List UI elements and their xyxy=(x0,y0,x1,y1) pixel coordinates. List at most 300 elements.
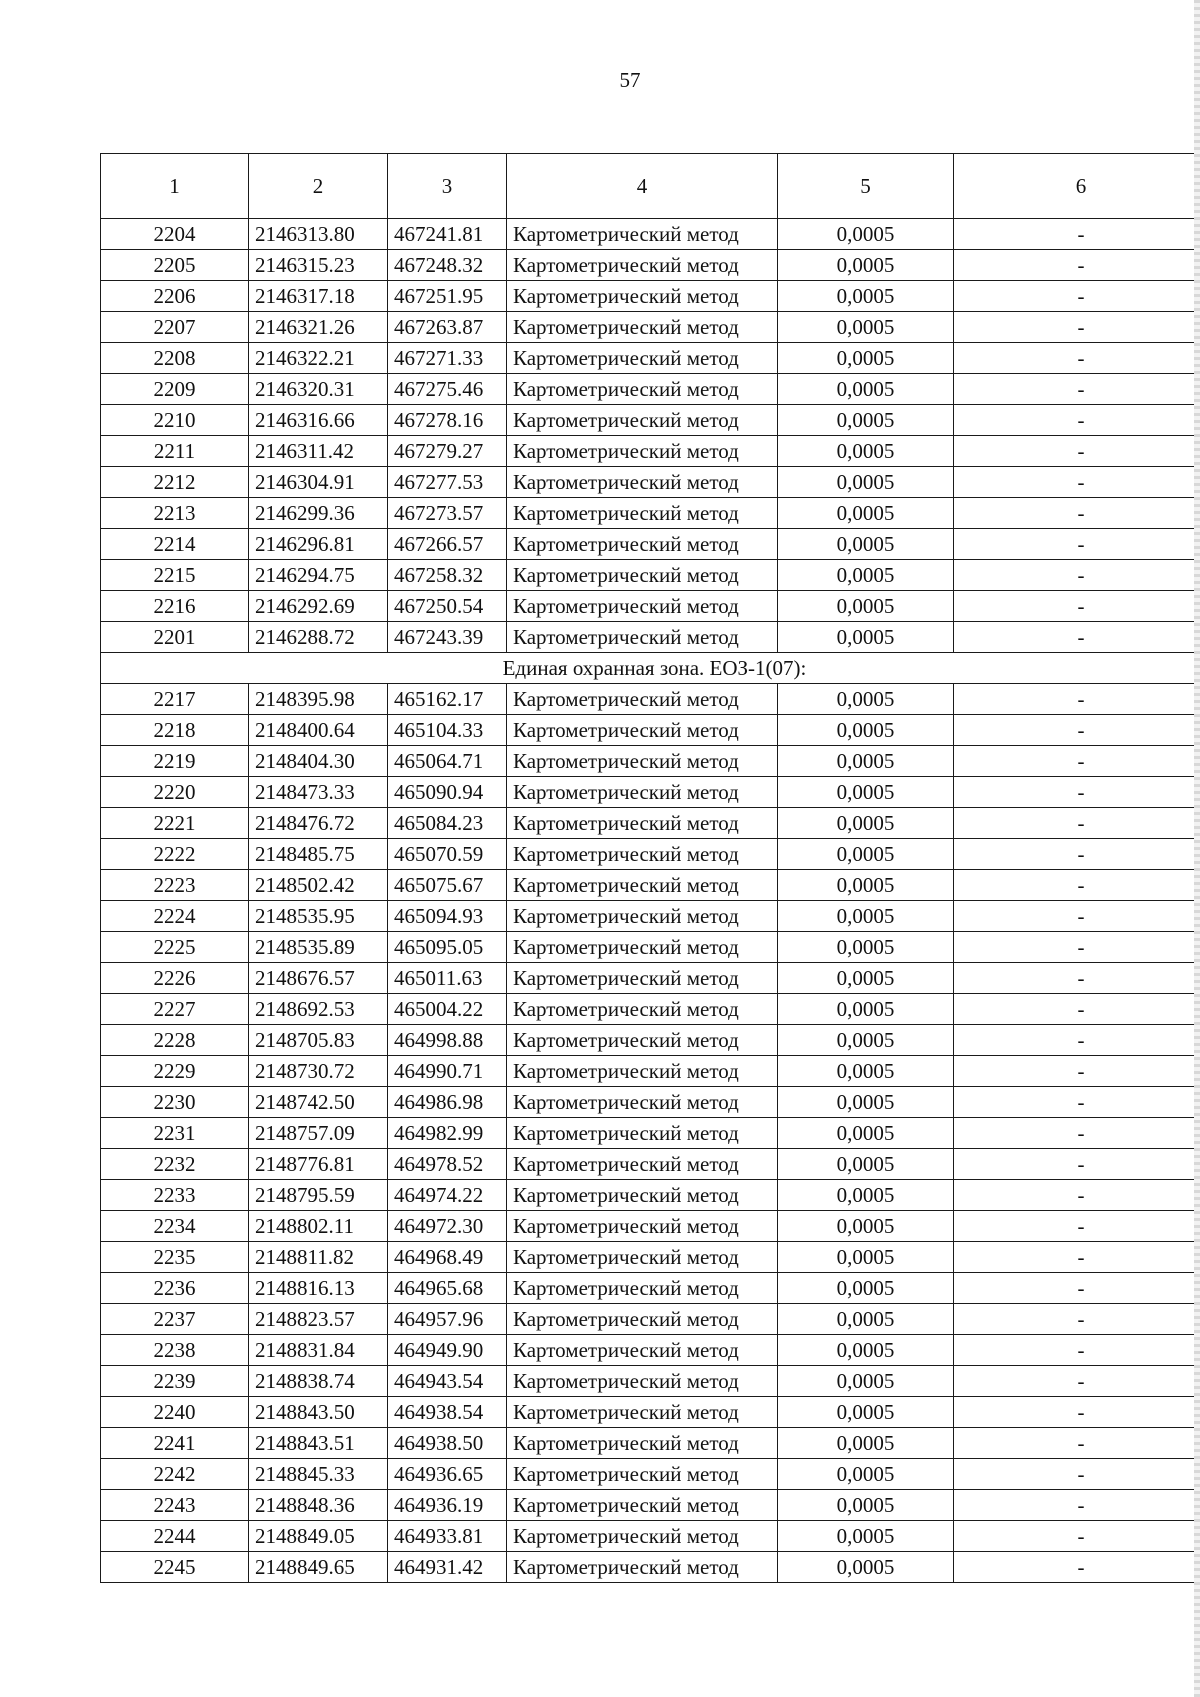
point-number-cell: 2217 xyxy=(101,684,249,715)
coord-x-cell: 2146304.91 xyxy=(249,467,388,498)
method-cell: Картометрический метод xyxy=(507,1304,778,1335)
point-number-cell: 2233 xyxy=(101,1180,249,1211)
accuracy-cell: 0,0005 xyxy=(778,994,954,1025)
accuracy-cell: 0,0005 xyxy=(778,901,954,932)
note-cell: - xyxy=(954,1180,1200,1211)
section-body xyxy=(101,653,1200,684)
note-cell: - xyxy=(954,529,1200,560)
point-number-cell: 2245 xyxy=(101,1552,249,1583)
coord-y-cell: 464938.50 xyxy=(388,1428,507,1459)
coord-x-cell: 2146311.42 xyxy=(249,436,388,467)
coord-x-cell: 2146317.18 xyxy=(249,281,388,312)
method-cell: Картометрический метод xyxy=(507,591,778,622)
accuracy-cell: 0,0005 xyxy=(778,498,954,529)
table-row xyxy=(101,1304,1200,1335)
point-number-cell: 2231 xyxy=(101,1118,249,1149)
note-cell: - xyxy=(954,467,1200,498)
table-body-after xyxy=(101,684,1200,1583)
coord-y-cell: 465011.63 xyxy=(388,963,507,994)
header-col-3: 3 xyxy=(388,154,507,219)
accuracy-cell: 0,0005 xyxy=(778,1149,954,1180)
table-row xyxy=(101,1490,1200,1521)
table-row xyxy=(101,1087,1200,1118)
note-cell: - xyxy=(954,839,1200,870)
note-cell: - xyxy=(954,1273,1200,1304)
note-cell: - xyxy=(954,1304,1200,1335)
point-number-cell: 2207 xyxy=(101,312,249,343)
note-cell: - xyxy=(954,405,1200,436)
coord-x-cell: 2148816.13 xyxy=(249,1273,388,1304)
method-cell: Картометрический метод xyxy=(507,529,778,560)
point-number-cell: 2244 xyxy=(101,1521,249,1552)
note-cell: - xyxy=(954,1025,1200,1056)
point-number-cell: 2213 xyxy=(101,498,249,529)
note-cell: - xyxy=(954,1521,1200,1552)
coord-y-cell: 464990.71 xyxy=(388,1056,507,1087)
method-cell: Картометрический метод xyxy=(507,312,778,343)
header-col-1: 1 xyxy=(101,154,249,219)
method-cell: Картометрический метод xyxy=(507,1366,778,1397)
method-cell: Картометрический метод xyxy=(507,715,778,746)
point-number-cell: 2219 xyxy=(101,746,249,777)
method-cell: Картометрический метод xyxy=(507,1552,778,1583)
accuracy-cell: 0,0005 xyxy=(778,467,954,498)
coord-x-cell: 2148843.50 xyxy=(249,1397,388,1428)
coord-x-cell: 2148742.50 xyxy=(249,1087,388,1118)
coord-x-cell: 2148404.30 xyxy=(249,746,388,777)
coord-y-cell: 464938.54 xyxy=(388,1397,507,1428)
coord-x-cell: 2146296.81 xyxy=(249,529,388,560)
coord-y-cell: 467241.81 xyxy=(388,219,507,250)
note-cell: - xyxy=(954,870,1200,901)
coord-x-cell: 2148776.81 xyxy=(249,1149,388,1180)
note-cell: - xyxy=(954,219,1200,250)
table-row xyxy=(101,1025,1200,1056)
accuracy-cell: 0,0005 xyxy=(778,529,954,560)
accuracy-cell: 0,0005 xyxy=(778,777,954,808)
coord-x-cell: 2148400.64 xyxy=(249,715,388,746)
table-row xyxy=(101,684,1200,715)
accuracy-cell: 0,0005 xyxy=(778,1087,954,1118)
table-row xyxy=(101,777,1200,808)
point-number-cell: 2216 xyxy=(101,591,249,622)
method-cell: Картометрический метод xyxy=(507,839,778,870)
coord-x-cell: 2148535.95 xyxy=(249,901,388,932)
note-cell: - xyxy=(954,436,1200,467)
point-number-cell: 2237 xyxy=(101,1304,249,1335)
coord-y-cell: 467277.53 xyxy=(388,467,507,498)
coord-x-cell: 2148848.36 xyxy=(249,1490,388,1521)
coord-y-cell: 467258.32 xyxy=(388,560,507,591)
method-cell: Картометрический метод xyxy=(507,1459,778,1490)
table-row xyxy=(101,1335,1200,1366)
method-cell: Картометрический метод xyxy=(507,250,778,281)
method-cell: Картометрический метод xyxy=(507,622,778,653)
point-number-cell: 2243 xyxy=(101,1490,249,1521)
table-row xyxy=(101,1149,1200,1180)
accuracy-cell: 0,0005 xyxy=(778,746,954,777)
point-number-cell: 2236 xyxy=(101,1273,249,1304)
point-number-cell: 2209 xyxy=(101,374,249,405)
table-row xyxy=(101,591,1200,622)
method-cell: Картометрический метод xyxy=(507,498,778,529)
method-cell: Картометрический метод xyxy=(507,1149,778,1180)
coord-y-cell: 467243.39 xyxy=(388,622,507,653)
method-cell: Картометрический метод xyxy=(507,870,778,901)
point-number-cell: 2215 xyxy=(101,560,249,591)
accuracy-cell: 0,0005 xyxy=(778,1304,954,1335)
table-row xyxy=(101,498,1200,529)
note-cell: - xyxy=(954,374,1200,405)
accuracy-cell: 0,0005 xyxy=(778,1242,954,1273)
table-row xyxy=(101,467,1200,498)
table-row xyxy=(101,1056,1200,1087)
accuracy-cell: 0,0005 xyxy=(778,1211,954,1242)
table-row xyxy=(101,1552,1200,1583)
method-cell: Картометрический метод xyxy=(507,1087,778,1118)
method-cell: Картометрический метод xyxy=(507,963,778,994)
point-number-cell: 2232 xyxy=(101,1149,249,1180)
point-number-cell: 2235 xyxy=(101,1242,249,1273)
coord-x-cell: 2148843.51 xyxy=(249,1428,388,1459)
coord-y-cell: 465064.71 xyxy=(388,746,507,777)
table-row xyxy=(101,715,1200,746)
accuracy-cell: 0,0005 xyxy=(778,622,954,653)
method-cell: Картометрический метод xyxy=(507,1118,778,1149)
point-number-cell: 2226 xyxy=(101,963,249,994)
method-cell: Картометрический метод xyxy=(507,343,778,374)
coord-y-cell: 465070.59 xyxy=(388,839,507,870)
note-cell: - xyxy=(954,715,1200,746)
point-number-cell: 2218 xyxy=(101,715,249,746)
coord-x-cell: 2146313.80 xyxy=(249,219,388,250)
accuracy-cell: 0,0005 xyxy=(778,839,954,870)
coord-y-cell: 464943.54 xyxy=(388,1366,507,1397)
coord-y-cell: 464949.90 xyxy=(388,1335,507,1366)
coord-x-cell: 2146288.72 xyxy=(249,622,388,653)
point-number-cell: 2212 xyxy=(101,467,249,498)
table-row xyxy=(101,1242,1200,1273)
point-number-cell: 2242 xyxy=(101,1459,249,1490)
coord-y-cell: 467279.27 xyxy=(388,436,507,467)
table-row xyxy=(101,932,1200,963)
point-number-cell: 2220 xyxy=(101,777,249,808)
coord-y-cell: 464957.96 xyxy=(388,1304,507,1335)
coord-y-cell: 467251.95 xyxy=(388,281,507,312)
accuracy-cell: 0,0005 xyxy=(778,808,954,839)
coord-x-cell: 2148473.33 xyxy=(249,777,388,808)
accuracy-cell: 0,0005 xyxy=(778,281,954,312)
coord-x-cell: 2146294.75 xyxy=(249,560,388,591)
table-row xyxy=(101,312,1200,343)
point-number-cell: 2224 xyxy=(101,901,249,932)
note-cell: - xyxy=(954,1397,1200,1428)
table-row xyxy=(101,1366,1200,1397)
coord-x-cell: 2148705.83 xyxy=(249,1025,388,1056)
coord-y-cell: 464933.81 xyxy=(388,1521,507,1552)
accuracy-cell: 0,0005 xyxy=(778,1056,954,1087)
note-cell: - xyxy=(954,808,1200,839)
header-col-6: 6 xyxy=(954,154,1200,219)
method-cell: Картометрический метод xyxy=(507,684,778,715)
coord-y-cell: 465104.33 xyxy=(388,715,507,746)
table-row xyxy=(101,839,1200,870)
note-cell: - xyxy=(954,591,1200,622)
accuracy-cell: 0,0005 xyxy=(778,374,954,405)
accuracy-cell: 0,0005 xyxy=(778,1180,954,1211)
accuracy-cell: 0,0005 xyxy=(778,932,954,963)
note-cell: - xyxy=(954,1211,1200,1242)
point-number-cell: 2214 xyxy=(101,529,249,560)
table-row xyxy=(101,1118,1200,1149)
method-cell: Картометрический метод xyxy=(507,994,778,1025)
table-row xyxy=(101,1428,1200,1459)
note-cell: - xyxy=(954,1552,1200,1583)
note-cell: - xyxy=(954,963,1200,994)
coord-y-cell: 467278.16 xyxy=(388,405,507,436)
coord-x-cell: 2148802.11 xyxy=(249,1211,388,1242)
note-cell: - xyxy=(954,1056,1200,1087)
point-number-cell: 2230 xyxy=(101,1087,249,1118)
method-cell: Картометрический метод xyxy=(507,1025,778,1056)
method-cell: Картометрический метод xyxy=(507,1428,778,1459)
accuracy-cell: 0,0005 xyxy=(778,1459,954,1490)
table-row xyxy=(101,250,1200,281)
coord-x-cell: 2148730.72 xyxy=(249,1056,388,1087)
header-row xyxy=(101,154,1200,219)
accuracy-cell: 0,0005 xyxy=(778,312,954,343)
note-cell: - xyxy=(954,1366,1200,1397)
coord-x-cell: 2148395.98 xyxy=(249,684,388,715)
point-number-cell: 2240 xyxy=(101,1397,249,1428)
coord-y-cell: 464936.19 xyxy=(388,1490,507,1521)
header-col-4: 4 xyxy=(507,154,778,219)
coord-y-cell: 465084.23 xyxy=(388,808,507,839)
coord-y-cell: 467250.54 xyxy=(388,591,507,622)
accuracy-cell: 0,0005 xyxy=(778,1025,954,1056)
table-row xyxy=(101,1521,1200,1552)
accuracy-cell: 0,0005 xyxy=(778,591,954,622)
table-row xyxy=(101,343,1200,374)
coord-x-cell: 2148795.59 xyxy=(249,1180,388,1211)
coord-y-cell: 467263.87 xyxy=(388,312,507,343)
note-cell: - xyxy=(954,622,1200,653)
coord-y-cell: 464974.22 xyxy=(388,1180,507,1211)
note-cell: - xyxy=(954,1459,1200,1490)
accuracy-cell: 0,0005 xyxy=(778,1335,954,1366)
table-row xyxy=(101,529,1200,560)
note-cell: - xyxy=(954,250,1200,281)
coord-x-cell: 2148485.75 xyxy=(249,839,388,870)
note-cell: - xyxy=(954,281,1200,312)
method-cell: Картометрический метод xyxy=(507,281,778,312)
coord-y-cell: 464968.49 xyxy=(388,1242,507,1273)
table-row xyxy=(101,1459,1200,1490)
note-cell: - xyxy=(954,343,1200,374)
coord-y-cell: 467273.57 xyxy=(388,498,507,529)
coord-x-cell: 2148757.09 xyxy=(249,1118,388,1149)
coord-x-cell: 2148535.89 xyxy=(249,932,388,963)
table-row xyxy=(101,901,1200,932)
point-number-cell: 2234 xyxy=(101,1211,249,1242)
method-cell: Картометрический метод xyxy=(507,1273,778,1304)
table-row xyxy=(101,622,1200,653)
method-cell: Картометрический метод xyxy=(507,1490,778,1521)
table-body-before xyxy=(101,219,1200,653)
coord-y-cell: 465095.05 xyxy=(388,932,507,963)
coord-x-cell: 2148676.57 xyxy=(249,963,388,994)
note-cell: - xyxy=(954,994,1200,1025)
method-cell: Картометрический метод xyxy=(507,1397,778,1428)
coord-x-cell: 2148476.72 xyxy=(249,808,388,839)
table-row xyxy=(101,808,1200,839)
coord-x-cell: 2148811.82 xyxy=(249,1242,388,1273)
note-cell: - xyxy=(954,1087,1200,1118)
coord-y-cell: 465004.22 xyxy=(388,994,507,1025)
method-cell: Картометрический метод xyxy=(507,746,778,777)
method-cell: Картометрический метод xyxy=(507,560,778,591)
note-cell: - xyxy=(954,1490,1200,1521)
section-title: Единая охранная зона. ЕОЗ-1(07): xyxy=(101,653,1200,684)
coord-x-cell: 2146316.66 xyxy=(249,405,388,436)
point-number-cell: 2205 xyxy=(101,250,249,281)
method-cell: Картометрический метод xyxy=(507,901,778,932)
coord-x-cell: 2148838.74 xyxy=(249,1366,388,1397)
table-row xyxy=(101,994,1200,1025)
note-cell: - xyxy=(954,746,1200,777)
method-cell: Картометрический метод xyxy=(507,808,778,839)
coordinates-table xyxy=(100,153,1200,1583)
note-cell: - xyxy=(954,498,1200,529)
coord-y-cell: 467266.57 xyxy=(388,529,507,560)
method-cell: Картометрический метод xyxy=(507,777,778,808)
coord-x-cell: 2146292.69 xyxy=(249,591,388,622)
accuracy-cell: 0,0005 xyxy=(778,436,954,467)
method-cell: Картометрический метод xyxy=(507,1056,778,1087)
coord-x-cell: 2148823.57 xyxy=(249,1304,388,1335)
accuracy-cell: 0,0005 xyxy=(778,1273,954,1304)
point-number-cell: 2211 xyxy=(101,436,249,467)
coord-x-cell: 2146322.21 xyxy=(249,343,388,374)
coord-y-cell: 467271.33 xyxy=(388,343,507,374)
method-cell: Картометрический метод xyxy=(507,405,778,436)
coord-x-cell: 2146315.23 xyxy=(249,250,388,281)
method-cell: Картометрический метод xyxy=(507,374,778,405)
accuracy-cell: 0,0005 xyxy=(778,1428,954,1459)
point-number-cell: 2227 xyxy=(101,994,249,1025)
method-cell: Картометрический метод xyxy=(507,1335,778,1366)
table-row xyxy=(101,1180,1200,1211)
accuracy-cell: 0,0005 xyxy=(778,250,954,281)
coord-y-cell: 464978.52 xyxy=(388,1149,507,1180)
point-number-cell: 2239 xyxy=(101,1366,249,1397)
accuracy-cell: 0,0005 xyxy=(778,870,954,901)
coord-y-cell: 467248.32 xyxy=(388,250,507,281)
coord-y-cell: 467275.46 xyxy=(388,374,507,405)
point-number-cell: 2221 xyxy=(101,808,249,839)
method-cell: Картометрический метод xyxy=(507,1180,778,1211)
coord-x-cell: 2148692.53 xyxy=(249,994,388,1025)
coord-y-cell: 464936.65 xyxy=(388,1459,507,1490)
point-number-cell: 2238 xyxy=(101,1335,249,1366)
coord-y-cell: 465162.17 xyxy=(388,684,507,715)
note-cell: - xyxy=(954,560,1200,591)
note-cell: - xyxy=(954,1149,1200,1180)
header-col-2: 2 xyxy=(249,154,388,219)
table-row xyxy=(101,1273,1200,1304)
scan-edge-decoration xyxy=(1194,0,1200,1697)
note-cell: - xyxy=(954,1118,1200,1149)
accuracy-cell: 0,0005 xyxy=(778,1490,954,1521)
coord-x-cell: 2148831.84 xyxy=(249,1335,388,1366)
point-number-cell: 2223 xyxy=(101,870,249,901)
method-cell: Картометрический метод xyxy=(507,467,778,498)
header-col-5: 5 xyxy=(778,154,954,219)
point-number-cell: 2225 xyxy=(101,932,249,963)
accuracy-cell: 0,0005 xyxy=(778,715,954,746)
note-cell: - xyxy=(954,901,1200,932)
point-number-cell: 2204 xyxy=(101,219,249,250)
point-number-cell: 2229 xyxy=(101,1056,249,1087)
note-cell: - xyxy=(954,684,1200,715)
accuracy-cell: 0,0005 xyxy=(778,1366,954,1397)
method-cell: Картометрический метод xyxy=(507,436,778,467)
table-row xyxy=(101,405,1200,436)
method-cell: Картометрический метод xyxy=(507,1521,778,1552)
point-number-cell: 2201 xyxy=(101,622,249,653)
note-cell: - xyxy=(954,1242,1200,1273)
table-row xyxy=(101,281,1200,312)
accuracy-cell: 0,0005 xyxy=(778,1118,954,1149)
point-number-cell: 2208 xyxy=(101,343,249,374)
accuracy-cell: 0,0005 xyxy=(778,219,954,250)
point-number-cell: 2206 xyxy=(101,281,249,312)
coord-x-cell: 2148502.42 xyxy=(249,870,388,901)
note-cell: - xyxy=(954,312,1200,343)
table-row xyxy=(101,870,1200,901)
accuracy-cell: 0,0005 xyxy=(778,343,954,374)
coord-y-cell: 464998.88 xyxy=(388,1025,507,1056)
coord-y-cell: 465090.94 xyxy=(388,777,507,808)
note-cell: - xyxy=(954,1428,1200,1459)
accuracy-cell: 0,0005 xyxy=(778,405,954,436)
page-number: 57 xyxy=(619,68,641,92)
accuracy-cell: 0,0005 xyxy=(778,1521,954,1552)
method-cell: Картометрический метод xyxy=(507,1211,778,1242)
table-row xyxy=(101,963,1200,994)
point-number-cell: 2222 xyxy=(101,839,249,870)
coord-x-cell: 2146320.31 xyxy=(249,374,388,405)
accuracy-cell: 0,0005 xyxy=(778,1552,954,1583)
coord-y-cell: 465094.93 xyxy=(388,901,507,932)
section-row xyxy=(101,653,1200,684)
coord-x-cell: 2146321.26 xyxy=(249,312,388,343)
note-cell: - xyxy=(954,932,1200,963)
coord-x-cell: 2146299.36 xyxy=(249,498,388,529)
table-row xyxy=(101,746,1200,777)
point-number-cell: 2228 xyxy=(101,1025,249,1056)
accuracy-cell: 0,0005 xyxy=(778,684,954,715)
point-number-cell: 2210 xyxy=(101,405,249,436)
method-cell: Картометрический метод xyxy=(507,932,778,963)
accuracy-cell: 0,0005 xyxy=(778,963,954,994)
coord-y-cell: 464982.99 xyxy=(388,1118,507,1149)
table-row xyxy=(101,219,1200,250)
coord-y-cell: 464986.98 xyxy=(388,1087,507,1118)
coord-y-cell: 464931.42 xyxy=(388,1552,507,1583)
coord-y-cell: 465075.67 xyxy=(388,870,507,901)
table-row xyxy=(101,374,1200,405)
